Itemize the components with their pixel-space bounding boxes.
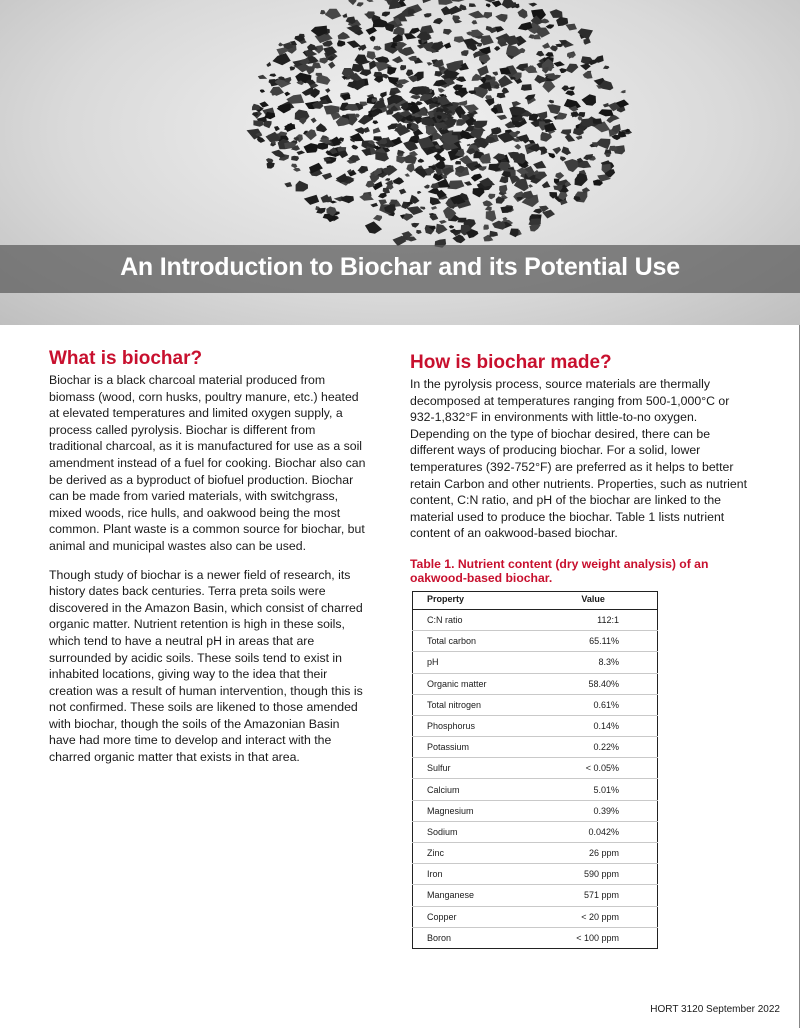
property-cell: Total nitrogen [413,694,530,715]
property-cell: Sodium [413,821,530,842]
value-cell: 590 ppm [529,864,657,885]
value-cell: 112:1 [529,609,657,630]
right-paragraph: In the pyrolysis process, source materials are thermally decomposed at temperatures ranging from 500-1,000°C or 932-1,832°F in environments with little-to-no oxygen. Depending on the type of biochar desired, there can be different ways of producing biochar. For a solid, lower temperatures (392-752°F) are preferred as it helps to better retain Carbon and other nutrients. Properties, such as nutrient content, C:N ratio, and pH of the biochar are linked to the material used to produce the biochar. Table 1 lists nutrient content of an oakwood-based biochar. [410,377,747,541]
value-cell: 0.61% [529,694,657,715]
table-caption: Table 1. Nutrient content (dry weight analysis) of an oakwood-based biochar. [410,556,709,585]
how-is-biochar-made-heading: How is biochar made? [410,352,612,373]
nutrient-table [412,591,658,949]
left-column [49,348,367,766]
value-cell: 571 ppm [529,885,657,906]
table-header-row [413,591,658,609]
property-cell: C:N ratio [413,609,530,630]
table-row [413,652,658,673]
property-cell: Total carbon [413,631,530,652]
table-row [413,631,658,652]
table-row [413,715,658,736]
value-cell: 0.042% [529,821,657,842]
property-cell: Potassium [413,737,530,758]
footer-text: HORT 3120 September 2022 [650,1004,780,1015]
table-row [413,885,658,906]
table-row [413,609,658,630]
property-cell: Magnesium [413,800,530,821]
left-paragraph-1: Biochar is a black charcoal material produced from biomass (wood, corn husks, poultry manure, etc.) heated at elevated temperatures and limited oxygen supply, a process called pyrolysis. Biochar is different from traditional charcoal, as it is manufactured for use as a soil amendment instead of a fuel for cooking. Biochar also can be derived as a byproduct of biofuel production. Biochar can be made from varied materials, with switchgrass, mixed woods, rice hulls, and oakwood being the most common. Plant waste is a common source for biochar, but animal and municipal wastes also can be used. [49,373,366,553]
column-header-property: Property [413,591,530,609]
table-row [413,821,658,842]
value-cell: 8.3% [529,652,657,673]
table-row [413,758,658,779]
table-body [413,609,658,948]
property-cell: pH [413,652,530,673]
value-cell: < 0.05% [529,758,657,779]
table-row [413,927,658,948]
page-title: An Introduction to Biochar and its Potential Use [120,253,680,281]
value-cell: 0.14% [529,715,657,736]
value-cell: 0.22% [529,737,657,758]
property-cell: Copper [413,906,530,927]
value-cell: 0.39% [529,800,657,821]
table-row [413,673,658,694]
table-row [413,800,658,821]
column-header-value: Value [529,591,657,609]
property-cell: Iron [413,864,530,885]
table-row [413,694,658,715]
right-column [410,352,755,949]
table-row [413,737,658,758]
property-cell: Boron [413,927,530,948]
what-is-biochar-heading: What is biochar? [49,348,203,369]
table-row [413,843,658,864]
value-cell: 65.11% [529,631,657,652]
property-cell: Organic matter [413,673,530,694]
value-cell: < 100 ppm [529,927,657,948]
property-cell: Manganese [413,885,530,906]
left-paragraph-2: Though study of biochar is a newer field of research, its history dates back centuries. Terra preta soils were discovered in the Amazon Basin, which consist of charred organic matter. Nutrient retention is high in these soils, which tend to have a neutral pH in areas that are surrounded by acidic soils. These soils tend to exist in inhabited locations, giving way to the idea that their creation was a result of human intervention, though this is not confirmed. These soils are likened to those amended with biochar, though the soils of the Amazonian Basin have had more time to develop and interact with the charred organic matter that exists in that area. [49,567,363,765]
table-row [413,906,658,927]
value-cell: 26 ppm [529,843,657,864]
value-cell: < 20 ppm [529,906,657,927]
property-cell: Calcium [413,779,530,800]
table-row [413,779,658,800]
property-cell: Phosphorus [413,715,530,736]
value-cell: 58.40% [529,673,657,694]
table-row [413,864,658,885]
property-cell: Sulfur [413,758,530,779]
value-cell: 5.01% [529,779,657,800]
property-cell: Zinc [413,843,530,864]
